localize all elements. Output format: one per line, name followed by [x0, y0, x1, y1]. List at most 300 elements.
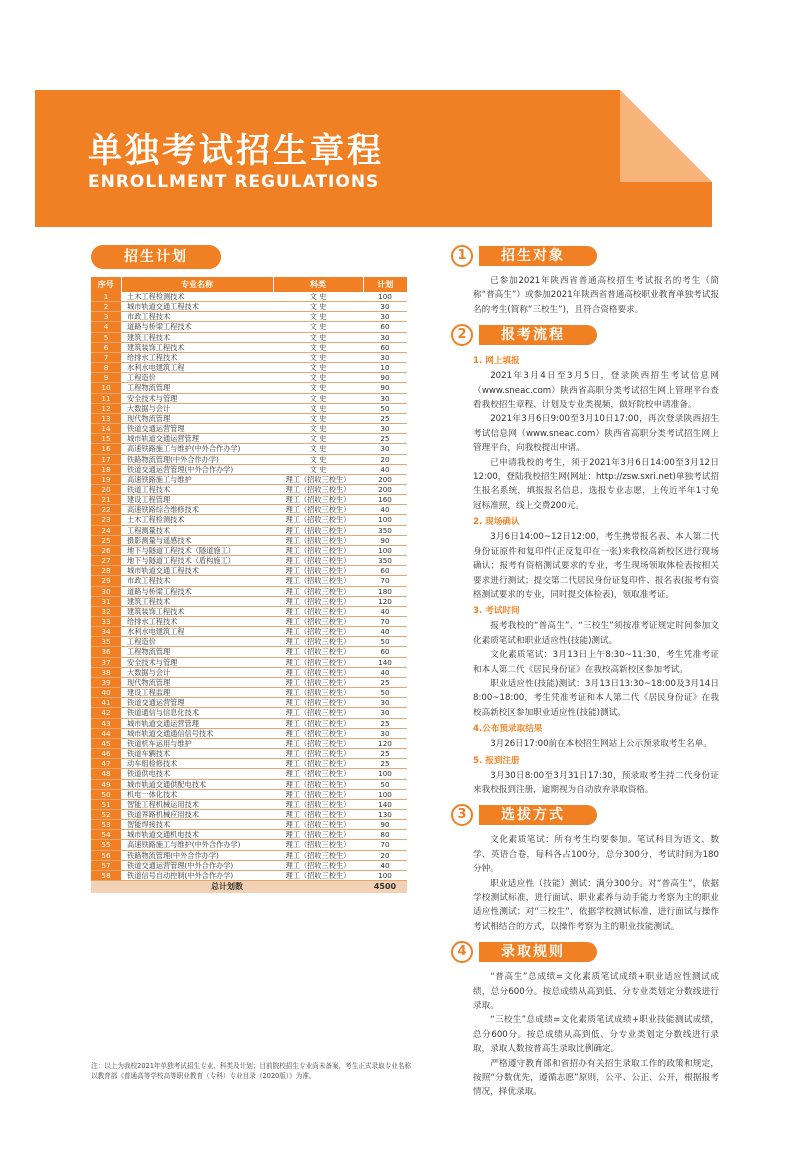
subject-type: 理工（招收三校生） — [273, 708, 363, 718]
subject-type: 理工（招收三校生） — [273, 627, 363, 637]
plan-count: 25 — [363, 413, 407, 423]
major-name: 建设工程管理 — [121, 495, 273, 505]
subject-type: 理工（招收三校生） — [273, 688, 363, 698]
table-row — [91, 383, 407, 393]
table-row — [91, 495, 407, 505]
subject-type: 理工（招收三校生） — [273, 495, 363, 505]
plan-count: 140 — [363, 657, 407, 667]
major-name: 智能工程机械运用技术 — [121, 799, 273, 809]
major-name: 高速铁路施工与维护(中外合作办学) — [121, 444, 273, 454]
subject-type: 理工（招收三校生） — [273, 769, 363, 779]
table-row — [91, 830, 407, 840]
major-name: 工程物流管理 — [121, 383, 273, 393]
section-heading — [451, 244, 719, 268]
total-value: 4500 — [363, 881, 407, 893]
plan-count: 30 — [363, 302, 407, 312]
table-row — [91, 434, 407, 444]
section-number-badge: 3 — [451, 804, 473, 826]
table-row — [91, 393, 407, 403]
subject-type: 文 史 — [273, 322, 363, 332]
paragraph: 3月26日17:00前在本校招生网站上公示预录取考生名单。 — [490, 739, 712, 750]
subject-type: 理工（招收三校生） — [273, 799, 363, 809]
paragraph: 职业适应性（技能）测试：满分300分。对“普高生”，依据学校测试标准，进行面试、职业素养与动手能力考察为主的职业适应性测试；对“三校生”，依据学校测试标准，进行面试与操作考试相结合的方式，以操作考察为主的职业技能测试。 — [473, 878, 719, 932]
row-number: 8 — [91, 363, 121, 373]
table-row — [91, 667, 407, 677]
subject-type: 文 史 — [273, 332, 363, 342]
major-name: 高速铁路施工与维护(中外合作办学) — [121, 840, 273, 850]
section-number-badge: 1 — [451, 245, 473, 267]
subject-type: 理工（招收三校生） — [273, 505, 363, 515]
major-name: 建设工程监理 — [121, 688, 273, 698]
plan-count: 70 — [363, 576, 407, 586]
subject-type: 理工（招收三校生） — [273, 698, 363, 708]
table-row — [91, 698, 407, 708]
major-name: 土木工程检测技术 — [121, 292, 273, 302]
row-number: 52 — [91, 809, 121, 819]
major-name: 现代物流管理 — [121, 677, 273, 687]
subject-type: 理工（招收三校生） — [273, 606, 363, 616]
subject-type: 理工（招收三校生） — [273, 545, 363, 555]
section-title: 选拔方式 — [479, 805, 597, 825]
subject-type: 理工（招收三校生） — [273, 850, 363, 860]
major-name: 建筑工程技术 — [121, 332, 273, 342]
table-row — [91, 566, 407, 576]
subject-type: 理工（招收三校生） — [273, 474, 363, 484]
row-number: 16 — [91, 444, 121, 454]
plan-count: 70 — [363, 617, 407, 627]
paragraph: 报考我校的“普高生”、“三校生”须按准考证规定时间参加文化素质笔试和职业适应性(技能)测试。 — [473, 621, 719, 646]
subject-type: 理工（招收三校生） — [273, 728, 363, 738]
row-number: 9 — [91, 373, 121, 383]
subject-type: 理工（招收三校生） — [273, 789, 363, 799]
col-header-no: 序号 — [91, 277, 121, 292]
major-name: 铁道车辆技术 — [121, 749, 273, 759]
subject-type: 文 史 — [273, 444, 363, 454]
subject-type: 理工（招收三校生） — [273, 830, 363, 840]
plan-count: 80 — [363, 830, 407, 840]
row-number: 6 — [91, 342, 121, 352]
table-row — [91, 779, 407, 789]
major-name: 城市轨道交通工程技术 — [121, 566, 273, 576]
major-name: 道路与桥梁工程技术 — [121, 586, 273, 596]
table-row — [91, 515, 407, 525]
plan-count: 100 — [363, 545, 407, 555]
row-number: 58 — [91, 870, 121, 880]
subject-type: 文 史 — [273, 403, 363, 413]
plan-count: 350 — [363, 556, 407, 566]
major-name: 铁道供电技术 — [121, 769, 273, 779]
major-name: 给排水工程技术 — [121, 617, 273, 627]
row-number: 30 — [91, 586, 121, 596]
subject-type: 理工（招收三校生） — [273, 840, 363, 850]
major-name: 智能焊接技术 — [121, 820, 273, 830]
table-row — [91, 596, 407, 606]
plan-count: 25 — [363, 759, 407, 769]
table-row — [91, 444, 407, 454]
subject-type: 理工（招收三校生） — [273, 484, 363, 494]
table-row — [91, 617, 407, 627]
subject-type: 文 史 — [273, 363, 363, 373]
table-row — [91, 322, 407, 332]
plan-count: 40 — [363, 860, 407, 870]
plan-count: 30 — [363, 708, 407, 718]
subject-type: 理工（招收三校生） — [273, 677, 363, 687]
step-subheading: 2. 现场确认 — [473, 517, 520, 528]
major-name: 水利水电建筑工程 — [121, 363, 273, 373]
table-row — [91, 363, 407, 373]
row-number: 44 — [91, 728, 121, 738]
table-row — [91, 860, 407, 870]
table-row — [91, 637, 407, 647]
plan-count: 30 — [363, 352, 407, 362]
section-4 — [451, 940, 719, 1100]
subject-type: 理工（招收三校生） — [273, 667, 363, 677]
plan-count: 90 — [363, 383, 407, 393]
table-row — [91, 525, 407, 535]
row-number: 40 — [91, 688, 121, 698]
major-name: 铁道机车运用与维护 — [121, 738, 273, 748]
section-title: 录取规则 — [479, 942, 597, 962]
section-number-badge: 2 — [451, 324, 473, 346]
table-row — [91, 424, 407, 434]
paragraph: 3月30日8:00至3月31日17:30，预录取考生持二代身份证来我校报到注册，逾期视为自动放弃录取资格。 — [473, 770, 719, 795]
plan-count: 100 — [363, 789, 407, 799]
row-number: 18 — [91, 464, 121, 474]
table-row — [91, 292, 407, 302]
paragraph: 2021年3月4日至3月5日，登录陕西招生考试信息网（www.sneac.com）陕西省高职分类考试招生网上管理平台查看我校招生章程、计划及专业类视频，做好院校申请准备。 — [473, 371, 719, 411]
row-number: 37 — [91, 657, 121, 667]
paragraph: 严格遵守教育部和省招办有关招生录取工作的政策和规定，按照“分数优先，遵循志愿”原则，公平、公正、公开，根据报考情况，择优录取。 — [473, 1058, 719, 1098]
row-number: 42 — [91, 708, 121, 718]
table-row — [91, 850, 407, 860]
subject-type: 理工（招收三校生） — [273, 870, 363, 880]
table-row — [91, 302, 407, 312]
row-number: 24 — [91, 525, 121, 535]
row-number: 10 — [91, 383, 121, 393]
row-number: 4 — [91, 322, 121, 332]
subject-type: 理工（招收三校生） — [273, 820, 363, 830]
paragraph: 已申请我校的考生，须于2021年3月6日14:00至3月12日12:00，登陆我校招生网(网址：http://zsw.sxri.net)单独考试招生报名系统，填报报名信息，选报专业志愿，上传近半年1寸免冠标准照，线上交费200元。 — [473, 457, 719, 511]
table-row — [91, 688, 407, 698]
major-name: 市政工程技术 — [121, 576, 273, 586]
major-name: 工程测量技术 — [121, 525, 273, 535]
plan-count: 50 — [363, 779, 407, 789]
row-number: 57 — [91, 860, 121, 870]
row-number: 33 — [91, 617, 121, 627]
section-heading — [451, 323, 719, 347]
row-number: 38 — [91, 667, 121, 677]
section-title: 招生对象 — [479, 246, 597, 266]
page-title: 单独考试招生章程 — [88, 131, 384, 171]
plan-count: 60 — [363, 342, 407, 352]
page-fold-corner — [620, 90, 712, 182]
table-row — [91, 413, 407, 423]
paragraph: 已参加2021年陕西省普通高校招生考试报名的考生（简称“普高生”）或参加2021年陕西省普通高校职业教育单独考试报名的考生(简称“三校生”)，且符合资格要求。 — [473, 276, 719, 315]
page-subtitle: ENROLLMENT REGULATIONS — [88, 172, 380, 192]
paragraph: 文化素质笔试：所有考生均要参加。笔试科目为语文、数学、英语合卷，每科各占100分，总分300分，考试时间为180分钟。 — [473, 835, 719, 875]
row-number: 41 — [91, 698, 121, 708]
subject-type: 文 史 — [273, 434, 363, 444]
row-number: 50 — [91, 789, 121, 799]
row-number: 56 — [91, 850, 121, 860]
plan-count: 120 — [363, 738, 407, 748]
row-number: 53 — [91, 820, 121, 830]
subject-type: 理工（招收三校生） — [273, 556, 363, 566]
subject-type: 文 史 — [273, 352, 363, 362]
table-row — [91, 738, 407, 748]
major-name: 工程造价 — [121, 637, 273, 647]
major-name: 铁道交通运营管理(中外合作办学) — [121, 860, 273, 870]
table-row — [91, 312, 407, 322]
major-name: 给排水工程技术 — [121, 352, 273, 362]
plan-count: 40 — [363, 464, 407, 474]
table-row — [91, 373, 407, 383]
table-row — [91, 809, 407, 819]
major-name: 土木工程检测技术 — [121, 515, 273, 525]
section-heading — [451, 803, 719, 827]
table-row — [91, 820, 407, 830]
table-row — [91, 586, 407, 596]
major-name: 城市轨道交通供配电技术 — [121, 779, 273, 789]
plan-count: 25 — [363, 677, 407, 687]
row-number: 45 — [91, 738, 121, 748]
major-name: 铁路物流管理(中外合作办学) — [121, 454, 273, 464]
plan-count: 30 — [363, 444, 407, 454]
subject-type: 理工（招收三校生） — [273, 535, 363, 545]
row-number: 29 — [91, 576, 121, 586]
major-name: 工程造价 — [121, 373, 273, 383]
table-row — [91, 403, 407, 413]
row-number: 34 — [91, 627, 121, 637]
subject-type: 文 史 — [273, 302, 363, 312]
row-number: 31 — [91, 596, 121, 606]
major-name: 铁道交通运营管理 — [121, 424, 273, 434]
table-row — [91, 759, 407, 769]
plan-table — [91, 277, 407, 893]
subject-type: 理工（招收三校生） — [273, 525, 363, 535]
table-row — [91, 657, 407, 667]
subject-type: 理工（招收三校生） — [273, 596, 363, 606]
major-name: 地下与隧道工程技术（盾构施工） — [121, 556, 273, 566]
row-number: 55 — [91, 840, 121, 850]
subject-type: 文 史 — [273, 383, 363, 393]
step-subheading: 1. 网上填报 — [473, 356, 520, 367]
major-name: 机电一体化技术 — [121, 789, 273, 799]
row-number: 36 — [91, 647, 121, 657]
table-row — [91, 464, 407, 474]
major-name: 大数据与会计 — [121, 667, 273, 677]
plan-count: 70 — [363, 840, 407, 850]
table-row — [91, 332, 407, 342]
row-number: 5 — [91, 332, 121, 342]
subject-type: 文 史 — [273, 464, 363, 474]
table-row — [91, 505, 407, 515]
major-name: 建筑工程技术 — [121, 596, 273, 606]
section-number-badge: 4 — [451, 941, 473, 963]
plan-count: 40 — [363, 606, 407, 616]
subject-type: 理工（招收三校生） — [273, 860, 363, 870]
table-row — [91, 454, 407, 464]
regulations-column — [451, 244, 719, 1106]
section-heading — [451, 940, 719, 964]
table-row — [91, 342, 407, 352]
subject-type: 理工（招收三校生） — [273, 515, 363, 525]
row-number: 21 — [91, 495, 121, 505]
paragraph: 3月6日14:00~12日12:00，考生携带报名表、本人第二代身份证原件和复印件(正反复印在一张)来我校高新校区进行现场确认；报考有资格测试要求的专业，考生现场领取体检表按相关要求进行测试；提交第二代居民身份证复印件、报名表(报考有资格测试要求的专业，同时提交体检表)，领取准考证。 — [473, 532, 719, 600]
row-number: 46 — [91, 749, 121, 759]
plan-count: 100 — [363, 515, 407, 525]
step-subheading: 5. 报到注册 — [473, 755, 520, 766]
table-row — [91, 556, 407, 566]
subject-type: 理工（招收三校生） — [273, 657, 363, 667]
major-name: 城市轨道交通工程技术 — [121, 302, 273, 312]
plan-count: 100 — [363, 769, 407, 779]
plan-table-header — [91, 277, 407, 292]
subject-type: 理工（招收三校生） — [273, 809, 363, 819]
plan-note: 注：以上为我校2021年单独考试招生专业、科类及计划；目前院校招生专业尚未备案，考生正式录取专业名称以教育部《普通高等学校高等职业教育（专科）专业目录（2020版）》为准。 — [91, 1062, 412, 1080]
subject-type: 理工（招收三校生） — [273, 566, 363, 576]
section-3 — [451, 803, 719, 934]
plan-count: 160 — [363, 495, 407, 505]
row-number: 35 — [91, 637, 121, 647]
plan-count: 100 — [363, 292, 407, 302]
table-row — [91, 728, 407, 738]
section-1 — [451, 244, 719, 317]
row-number: 11 — [91, 393, 121, 403]
plan-count: 25 — [363, 718, 407, 728]
major-name: 铁道信号自动控制(中外合作办学) — [121, 870, 273, 880]
subject-type: 理工（招收三校生） — [273, 617, 363, 627]
subject-type: 文 史 — [273, 424, 363, 434]
row-number: 7 — [91, 352, 121, 362]
major-name: 城市轨道交通运营管理 — [121, 718, 273, 728]
table-row — [91, 474, 407, 484]
row-number: 23 — [91, 515, 121, 525]
subject-type: 文 史 — [273, 413, 363, 423]
row-number: 51 — [91, 799, 121, 809]
row-number: 54 — [91, 830, 121, 840]
table-row — [91, 647, 407, 657]
plan-count: 30 — [363, 312, 407, 322]
plan-count: 10 — [363, 363, 407, 373]
row-number: 17 — [91, 454, 121, 464]
major-name: 地下与隧道工程技术（隧道施工） — [121, 545, 273, 555]
plan-count: 180 — [363, 586, 407, 596]
row-number: 27 — [91, 556, 121, 566]
major-name: 摄影测量与遥感技术 — [121, 535, 273, 545]
plan-count: 25 — [363, 434, 407, 444]
plan-count: 30 — [363, 393, 407, 403]
plan-count: 40 — [363, 667, 407, 677]
plan-count: 140 — [363, 799, 407, 809]
row-number: 3 — [91, 312, 121, 322]
section-2 — [451, 323, 719, 797]
table-row — [91, 677, 407, 687]
row-number: 26 — [91, 545, 121, 555]
row-number: 14 — [91, 424, 121, 434]
plan-count: 40 — [363, 627, 407, 637]
subject-type: 文 史 — [273, 342, 363, 352]
major-name: 市政工程技术 — [121, 312, 273, 322]
row-number: 1 — [91, 292, 121, 302]
major-name: 城市轨道交通运营管理 — [121, 434, 273, 444]
major-name: 安全技术与管理 — [121, 393, 273, 403]
plan-count: 20 — [363, 454, 407, 464]
subject-type: 文 史 — [273, 393, 363, 403]
plan-count: 20 — [363, 850, 407, 860]
table-row — [91, 545, 407, 555]
row-number: 48 — [91, 769, 121, 779]
subject-type: 理工（招收三校生） — [273, 749, 363, 759]
subject-type: 理工（招收三校生） — [273, 576, 363, 586]
major-name: 城市轨道交通通信信号技术 — [121, 728, 273, 738]
table-row — [91, 870, 407, 880]
major-name: 高速铁路施工与维护 — [121, 474, 273, 484]
col-header-plan: 计划 — [363, 277, 407, 292]
plan-count: 200 — [363, 474, 407, 484]
plan-count: 120 — [363, 596, 407, 606]
plan-count: 100 — [363, 870, 407, 880]
table-row — [91, 789, 407, 799]
plan-count: 50 — [363, 637, 407, 647]
total-row — [91, 881, 407, 893]
table-row — [91, 840, 407, 850]
paragraph: “三校生”总成绩=文化素质笔试成绩+职业技能测试成绩，总分600分。按总成绩从高到低、分专业类划定分数线进行录取，录取人数按普高生录取比例确定。 — [473, 1015, 719, 1055]
row-number: 19 — [91, 474, 121, 484]
paragraph: 职业适应性(技能)测试：3月13日13:30~18:00及3月14日8:00~18:00，考生凭准考证和本人第二代《居民身份证》在我校高新校区参加职业适应性(技能)测试。 — [473, 678, 719, 718]
plan-count: 60 — [363, 647, 407, 657]
subject-type: 理工（招收三校生） — [273, 586, 363, 596]
plan-count: 60 — [363, 566, 407, 576]
table-row — [91, 769, 407, 779]
plan-count: 90 — [363, 373, 407, 383]
major-name: 建筑装饰工程技术 — [121, 342, 273, 352]
plan-count: 30 — [363, 424, 407, 434]
plan-heading: 招生计划 — [91, 245, 221, 269]
row-number: 28 — [91, 566, 121, 576]
plan-count: 30 — [363, 698, 407, 708]
plan-count: 60 — [363, 322, 407, 332]
row-number: 12 — [91, 403, 121, 413]
plan-count: 350 — [363, 525, 407, 535]
table-row — [91, 484, 407, 494]
subject-type: 理工（招收三校生） — [273, 759, 363, 769]
row-number: 25 — [91, 535, 121, 545]
col-header-type: 科类 — [273, 277, 363, 292]
major-name: 工程物流管理 — [121, 647, 273, 657]
major-name: 道路与桥梁工程技术 — [121, 322, 273, 332]
step-subheading: 4.公布预录取结果 — [473, 724, 543, 735]
col-header-name: 专业名称 — [121, 277, 273, 292]
major-name: 铁道工程技术 — [121, 484, 273, 494]
row-number: 32 — [91, 606, 121, 616]
row-number: 47 — [91, 759, 121, 769]
row-number: 15 — [91, 434, 121, 444]
row-number: 22 — [91, 505, 121, 515]
subject-type: 文 史 — [273, 312, 363, 322]
table-row — [91, 799, 407, 809]
row-number: 2 — [91, 302, 121, 312]
subject-type: 理工（招收三校生） — [273, 637, 363, 647]
major-name: 高速铁路综合维修技术 — [121, 505, 273, 515]
major-name: 水利水电建筑工程 — [121, 627, 273, 637]
subject-type: 理工（招收三校生） — [273, 647, 363, 657]
step-subheading: 3. 考试时间 — [473, 606, 520, 617]
table-row — [91, 535, 407, 545]
table-row — [91, 708, 407, 718]
plan-count: 50 — [363, 688, 407, 698]
row-number: 13 — [91, 413, 121, 423]
